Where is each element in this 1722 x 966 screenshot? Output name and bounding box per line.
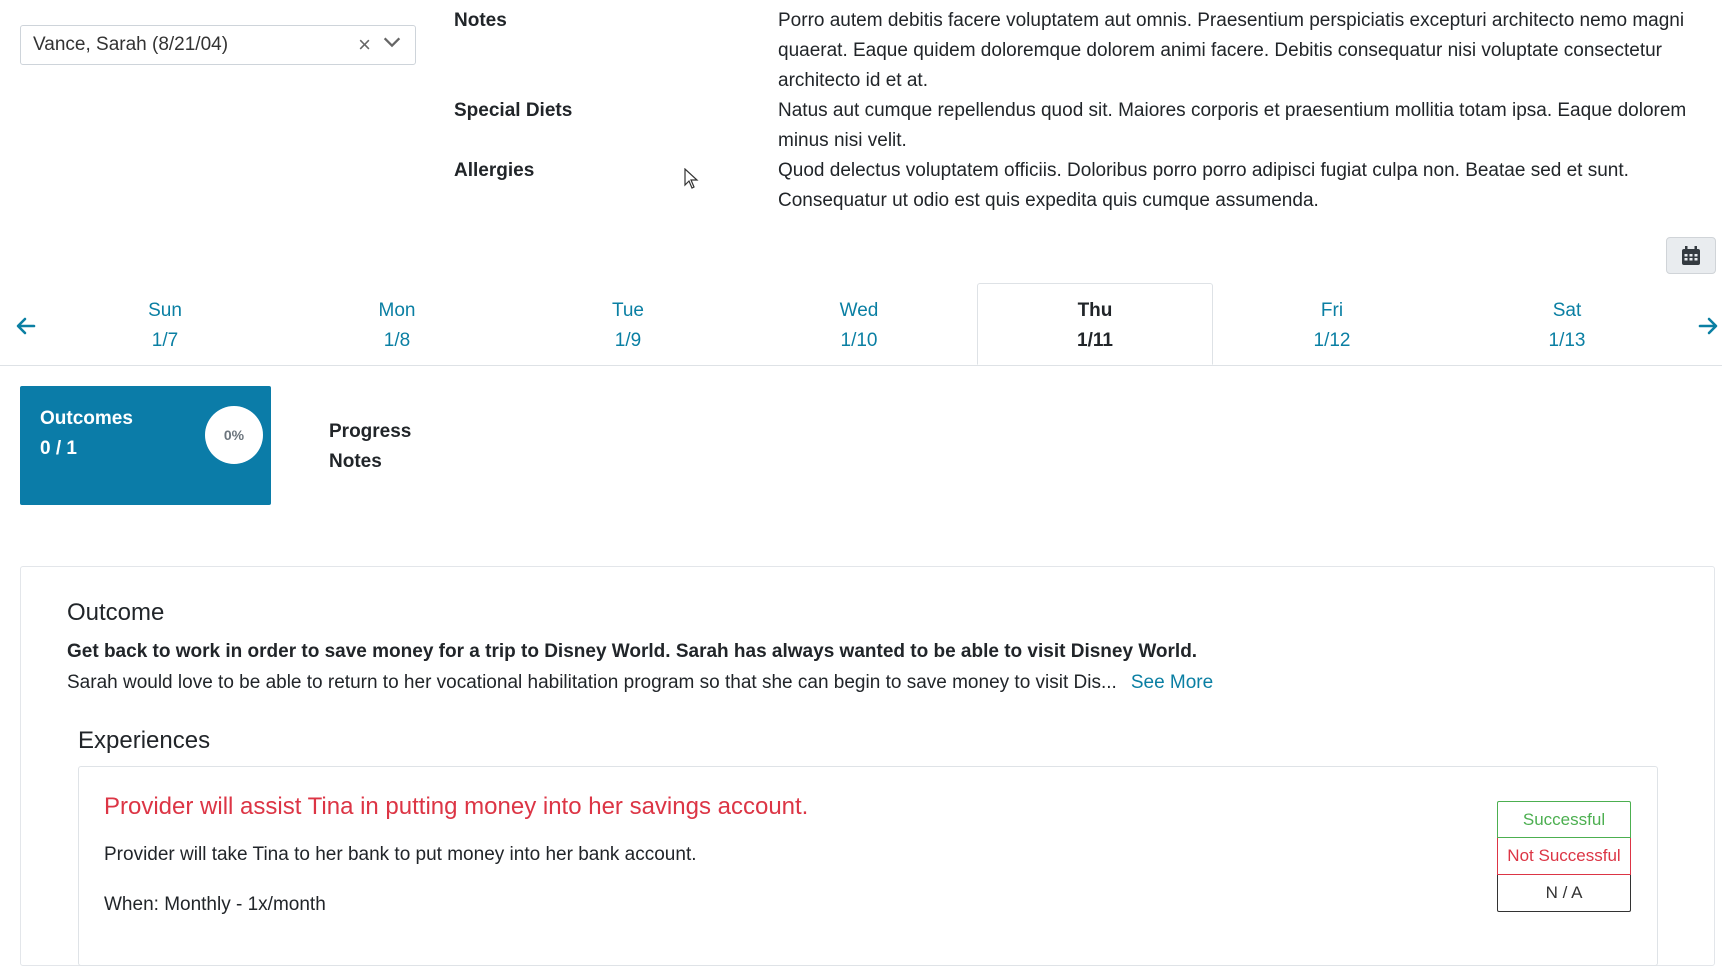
info-row-special-diets xyxy=(454,96,1704,156)
day-tab-mon[interactable] xyxy=(279,284,515,365)
outcomes-card[interactable] xyxy=(20,386,271,505)
outcome-statement: Get back to work in order to save money for a trip to Disney World. Sarah has always wanted to be able to visit Disney World. xyxy=(67,641,1198,662)
mouse-cursor-icon xyxy=(684,168,700,190)
experience-title: Provider will assist Tina in putting money into her savings account. xyxy=(104,793,809,820)
successful-button[interactable]: Successful xyxy=(1497,801,1631,838)
person-select[interactable] xyxy=(20,25,416,65)
info-text: Quod delectus voluptatem officiis. Doloribus porro porro adipisci fugiat culpa non. Beatae sed et sunt. Consequatur ut odio est quis expedita quis cumque assumenda. xyxy=(778,160,1629,211)
day-tab-wed[interactable] xyxy=(741,284,977,365)
chevron-down-icon[interactable] xyxy=(381,31,403,59)
day-name: Sun xyxy=(148,300,182,321)
day-name: Wed xyxy=(839,300,879,321)
info-text: Porro autem debitis facere voluptatem aut omnis. Praesentium perspiciatis excepturi architecto nemo magni quaerat. Eaque quidem doloremque dolorem animi facere. Debitis consequatur nisi voluptate consectetur architecto id et at. xyxy=(778,10,1685,91)
experience-card xyxy=(78,766,1658,966)
experience-frequency: When: Monthly - 1x/month xyxy=(104,894,326,915)
week-navigation xyxy=(0,284,1722,366)
see-more-link[interactable]: See More xyxy=(1130,672,1214,693)
calendar-button[interactable] xyxy=(1666,237,1716,274)
outcome-description xyxy=(67,672,1213,694)
not-successful-button[interactable]: Not Successful xyxy=(1497,838,1631,875)
experiences-heading: Experiences xyxy=(78,727,211,754)
client-info xyxy=(454,6,1704,216)
day-tab-sat[interactable] xyxy=(1449,284,1685,365)
experience-description: Provider will take Tina to her bank to put money into her bank account. xyxy=(104,844,697,865)
info-row-notes xyxy=(454,6,1704,96)
day-name: Thu xyxy=(1077,300,1113,321)
day-name: Fri xyxy=(1320,300,1344,321)
info-text: Natus aut cumque repellendus quod sit. Maiores corporis et praesentium mollitia totam ipsa. Eaque dolorem minus nisi velit. xyxy=(778,100,1687,151)
outcome-heading: Outcome xyxy=(67,599,165,626)
day-date: 1/7 xyxy=(151,330,179,351)
progress-notes-tab[interactable]: Progress Notes xyxy=(329,421,412,472)
info-row-allergies xyxy=(454,156,1704,216)
day-date: 1/13 xyxy=(1548,330,1586,351)
day-date: 1/9 xyxy=(614,330,642,351)
info-label: Special Diets xyxy=(454,100,573,121)
day-date: 1/12 xyxy=(1313,330,1351,351)
outcomes-card-title: Outcomes xyxy=(40,408,133,429)
arrow-left-icon[interactable] xyxy=(14,314,38,338)
day-name: Sat xyxy=(1552,300,1582,321)
arrow-right-icon[interactable] xyxy=(1696,314,1720,338)
day-date: 1/10 xyxy=(840,330,878,351)
status-button-group xyxy=(1497,801,1631,912)
outcomes-progress-circle: 0% xyxy=(205,406,263,464)
day-date: 1/8 xyxy=(383,330,411,351)
person-select-value: Vance, Sarah (8/21/04) xyxy=(33,34,229,55)
day-name: Tue xyxy=(611,300,645,321)
day-tab-thu[interactable] xyxy=(977,283,1213,365)
day-date: 1/11 xyxy=(1077,330,1113,351)
calendar-icon xyxy=(1680,245,1702,267)
outcome-panel xyxy=(20,566,1715,966)
info-label: Notes xyxy=(454,10,507,31)
day-name: Mon xyxy=(378,300,416,321)
day-tab-sun[interactable] xyxy=(47,284,283,365)
day-tab-tue[interactable] xyxy=(510,284,746,365)
info-label: Allergies xyxy=(454,160,535,181)
day-tab-fri[interactable] xyxy=(1214,284,1450,365)
outcome-description-text: Sarah would love to be able to return to her vocational habilitation program so that she can begin to save money to visit Dis... xyxy=(67,672,1117,693)
not-applicable-button[interactable]: N / A xyxy=(1497,875,1631,912)
clear-icon[interactable]: × xyxy=(358,32,371,57)
outcomes-card-count: 0 / 1 xyxy=(40,438,77,459)
